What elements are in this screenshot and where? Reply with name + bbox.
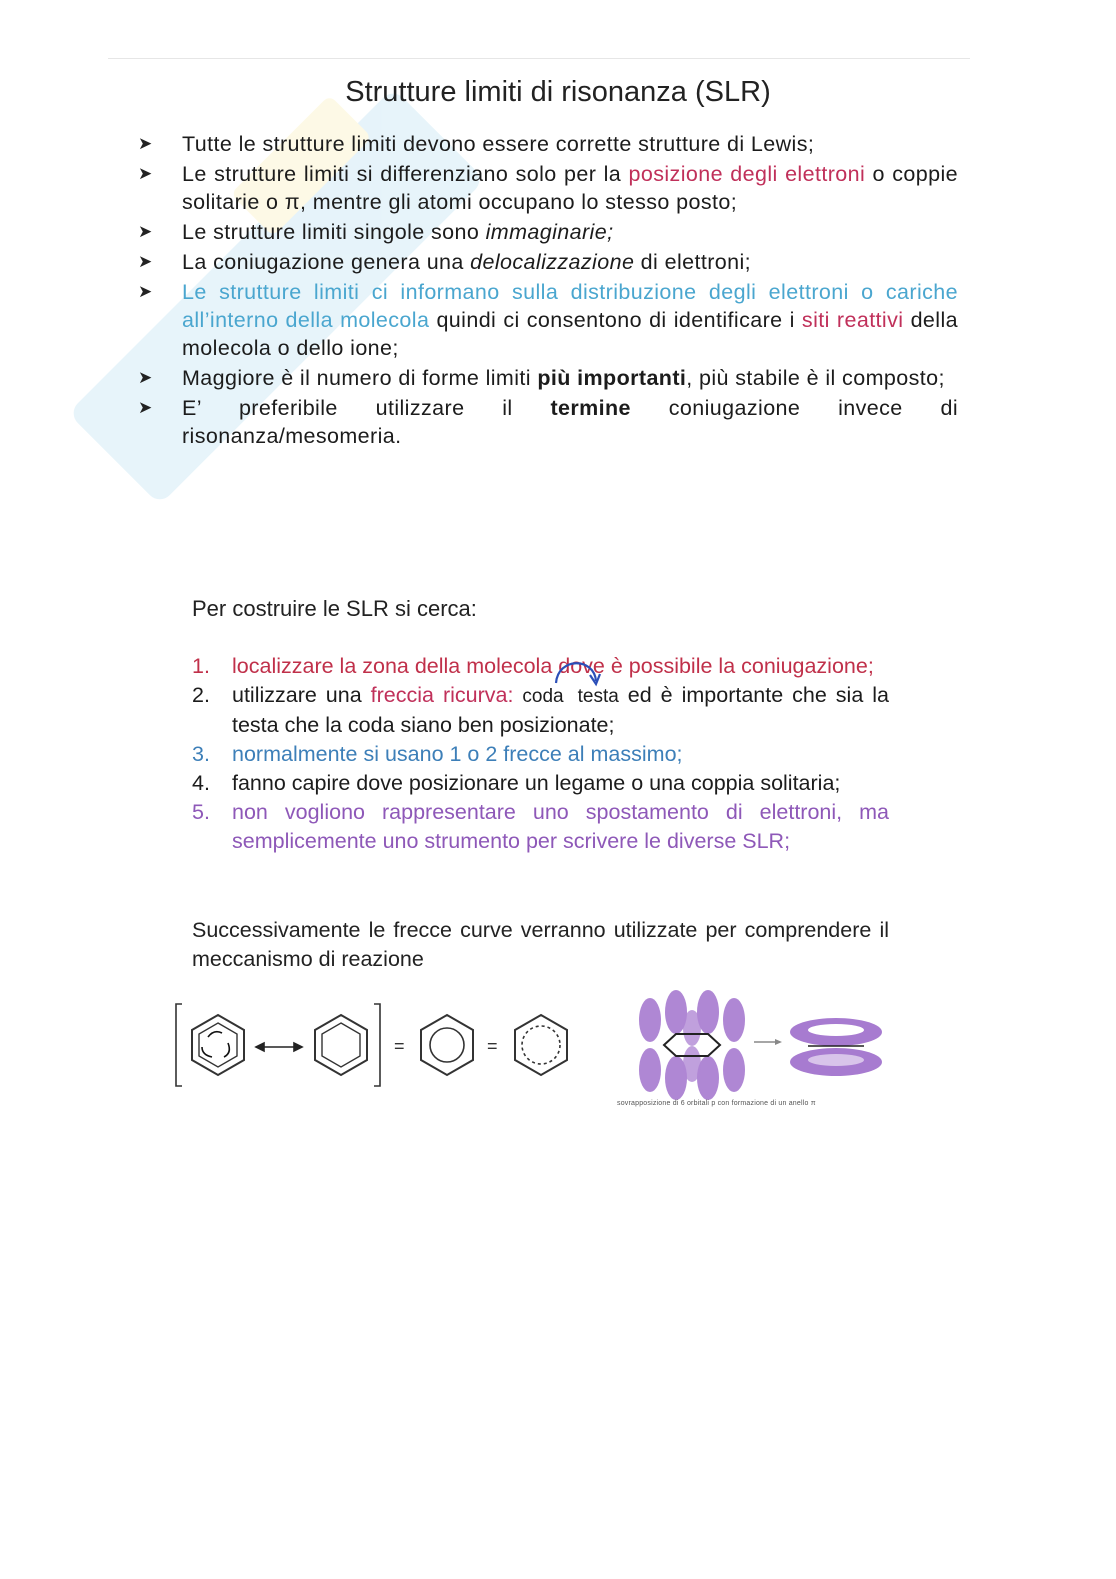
step-item — [192, 652, 889, 681]
bullet-text — [182, 248, 958, 276]
bullet-item — [138, 160, 958, 216]
bullet-text — [182, 160, 958, 216]
bullet-item — [138, 218, 958, 246]
resonance-arrow — [256, 1043, 302, 1051]
step-text: localizzare la zona della molecola dove è possibile la coniugazione; — [232, 654, 874, 678]
bullet-segment: Maggiore è il numero di forme limiti — [182, 366, 538, 390]
bullet-segment: Le strutture limiti ci informano sulla distribuzione degli elettroni o cariche all’interno della molecola — [182, 280, 958, 332]
benzene-circle — [421, 1015, 473, 1075]
bullet-segment: più importanti — [537, 366, 687, 390]
step-item — [192, 740, 889, 769]
arrowhead-bullet-icon: ➤ — [138, 368, 153, 387]
arrowhead-bullet-icon: ➤ — [138, 134, 153, 153]
arrow-head-label: testa — [577, 686, 619, 707]
bullet-segment: Le strutture limiti si differenziano solo per la — [182, 162, 629, 186]
bullet-item — [138, 248, 958, 276]
bullet-segment: immaginarie; — [485, 220, 614, 244]
bullet-segment: termine — [550, 396, 631, 420]
bullet-segment: Le strutture limiti singole sono — [182, 220, 486, 244]
bullet-segment: La coniugazione genera una — [182, 250, 471, 274]
left-bracket — [176, 1004, 182, 1086]
bullet-text — [182, 130, 958, 158]
bullet-item — [138, 394, 958, 450]
bullet-segment: quindi ci consentono di identificare i — [429, 308, 802, 332]
bullet-segment: delocalizzazione — [470, 250, 635, 274]
right-bracket — [374, 1004, 380, 1086]
benzene-kekule-arrows — [192, 1015, 244, 1075]
numbered-steps — [192, 652, 889, 856]
step-text: non vogliono rappresentare uno spostamento di elettroni, ma semplicemente uno strumento per scrivere le diverse SLR; — [232, 800, 889, 853]
bullet-segment: , più stabile è il composto; — [686, 366, 945, 390]
equals-sign-2: = — [487, 1036, 498, 1056]
step-text: fanno capire dove posizionare un legame o una coppia solitaria; — [232, 771, 841, 795]
step-item — [192, 681, 889, 740]
bullet-segment: della molecola o dello ione; — [182, 308, 958, 360]
page-title: Strutture limiti di risonanza (SLR) — [345, 76, 771, 108]
bullet-text — [182, 278, 958, 362]
bullet-segment: di elettroni; — [634, 250, 752, 274]
step-item — [192, 798, 889, 856]
curved-arrow-icon — [550, 655, 604, 687]
arrowhead-bullet-icon: ➤ — [138, 282, 153, 301]
step-item — [192, 769, 889, 798]
bullet-text — [182, 364, 958, 392]
step-number: 4. — [192, 771, 210, 795]
equals-sign-1: = — [394, 1036, 405, 1056]
benzene-dashed — [515, 1015, 567, 1075]
arrowhead-bullet-icon: ➤ — [138, 252, 153, 271]
bullet-segment: posizione degli elettroni — [628, 162, 866, 186]
benzene-kekule — [315, 1015, 367, 1075]
bullet-segment: coniugazione invece di risonanza/mesomeria. — [182, 396, 959, 448]
step-text: normalmente si usano 1 o 2 frecce al massimo; — [232, 742, 683, 766]
step-text-pre: utilizzare una — [232, 683, 371, 707]
step-number: 1. — [192, 654, 210, 678]
step-text-post: ed è importante che sia la testa che la coda siano ben posizionate; — [232, 683, 889, 737]
bullet-item — [138, 278, 958, 362]
pi-ring-icon — [790, 1018, 882, 1076]
arrowhead-bullet-icon: ➤ — [138, 398, 153, 417]
arrow-tail-label: coda — [522, 686, 564, 707]
bullet-item — [138, 130, 958, 158]
p-orbitals-icon — [639, 990, 745, 1100]
step-number: 5. — [192, 800, 210, 824]
bullet-list — [138, 130, 958, 452]
figure-caption: sovrapposizione di 6 orbitali p con formazione di un anello π — [617, 1100, 816, 1107]
closing-paragraph: Successivamente le frecce curve verranno utilizzate per comprendere il meccanismo di reazione — [192, 918, 889, 971]
bullet-item — [138, 364, 958, 392]
step-number: 3. — [192, 742, 210, 766]
curved-arrow-term: freccia ricurva: — [370, 683, 514, 707]
curved-arrow-example — [522, 681, 618, 711]
bullet-segment: E’ preferibile utilizzare il — [182, 396, 551, 420]
bullet-segment: o coppie solitarie o π, mentre gli atomi occupano lo stesso posto; — [182, 162, 958, 214]
bullet-text — [182, 394, 958, 450]
bullet-text — [182, 218, 958, 246]
bullet-segment: siti reattivi — [801, 308, 904, 332]
step-text — [232, 681, 889, 740]
arrowhead-bullet-icon: ➤ — [138, 222, 153, 241]
step-number: 2. — [192, 683, 210, 707]
bullet-segment: Tutte le strutture limiti devono essere corrette strutture di Lewis; — [182, 132, 815, 156]
page-top-rule — [108, 58, 970, 59]
arrowhead-bullet-icon: ➤ — [138, 164, 153, 183]
section-intro: Per costruire le SLR si cerca: — [192, 596, 477, 621]
